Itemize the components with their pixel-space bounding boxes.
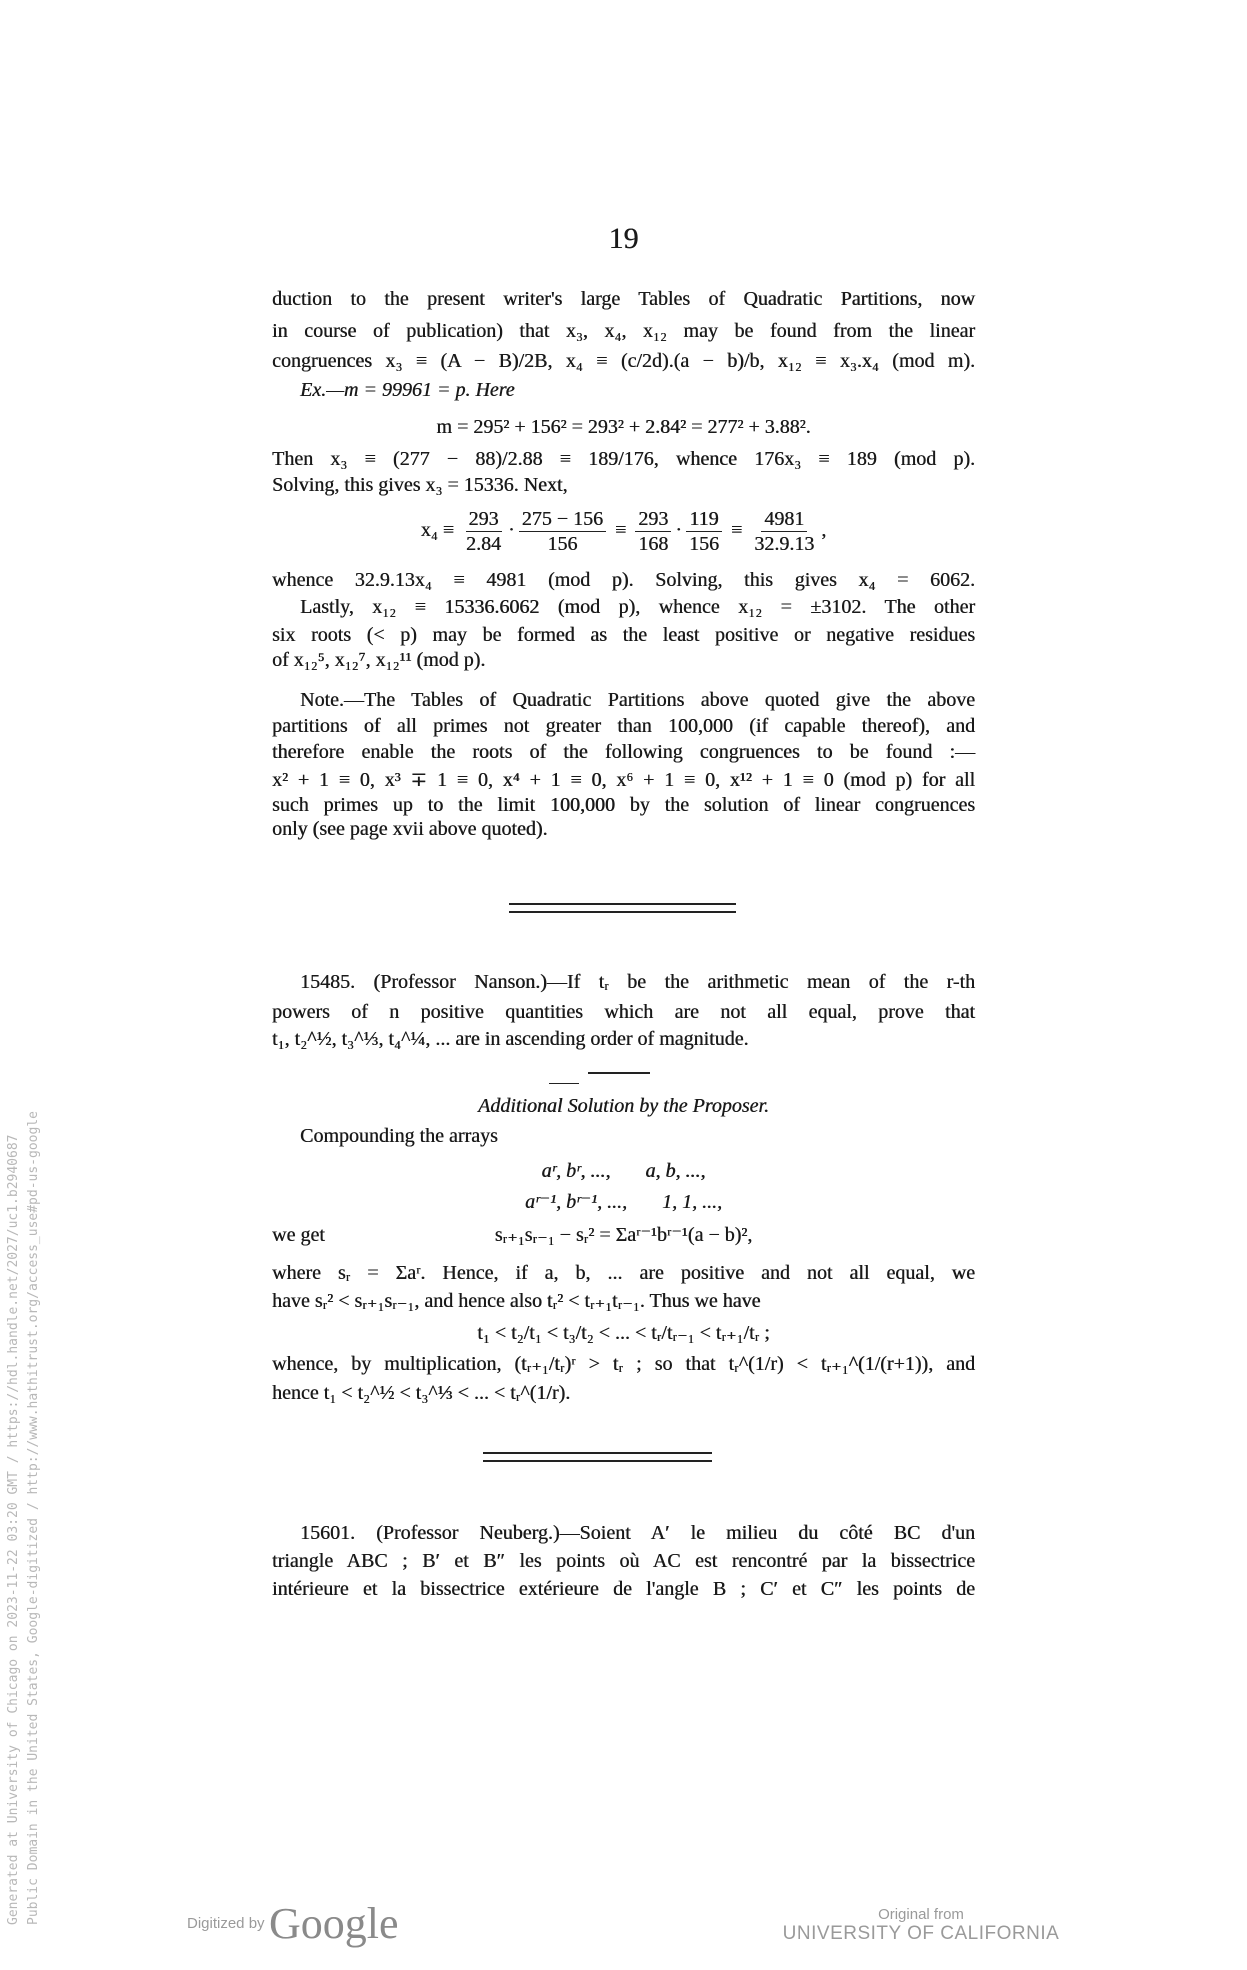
text-line: Then x₃ ≡ (277 − 88)/2.88 ≡ 189/176, whence 176x₃ ≡ 189 (mod p). <box>272 448 975 470</box>
note-line: such primes up to the limit 100,000 by the solution of linear congruences <box>272 794 975 816</box>
fraction <box>463 507 504 556</box>
institution-name: UNIVERSITY OF CALIFORNIA <box>782 1923 1060 1944</box>
short-divider <box>549 1083 579 1084</box>
section-divider <box>509 903 736 913</box>
example-line: Ex.—m = 99961 = p. Here <box>300 379 515 401</box>
text-line: have sᵣ² < sᵣ₊₁sᵣ₋₁, and hence also tᵣ² < tᵣ₊₁tᵣ₋₁. Thus we have <box>272 1290 761 1312</box>
short-divider <box>588 1072 650 1074</box>
denominator: 2.84 <box>466 532 502 555</box>
x4-equation: x₄ ≡ $\frac{293}{2.84}$ · $\frac{275 - 156}{156}$ ≡ $\frac{293}{168}$ · $\frac{119}{156}$ ≡ $\frac{4981}{32.9.13}$ , <box>420 507 827 555</box>
note-line: Note.—The Tables of Quadratic Partitions above quoted give the above <box>300 689 975 711</box>
text-line: whence 32.9.13x₄ ≡ 4981 (mod p). Solving, this gives x₄ = 6062. <box>272 569 975 591</box>
text-line: hence t₁ < t₂^½ < t₃^⅓ < ... < tᵣ^(1/r). <box>272 1382 571 1404</box>
problem-line: powers of n positive quantities which are not all equal, prove that <box>272 1001 975 1023</box>
watermark-line: Generated at University of Chicago on 2023-11-22 03:20 GMT / https://hdl.handle.net/2027/uc1.b2940687 <box>6 1134 21 1925</box>
note-line: x² + 1 ≡ 0, x³ ∓ 1 ≡ 0, x⁴ + 1 ≡ 0, x⁶ + 1 ≡ 0, x¹² + 1 ≡ 0 (mod p) for all <box>272 769 975 791</box>
numerator: 293 <box>466 507 502 532</box>
note-line: therefore enable the roots of the following congruences to be found :— <box>272 741 975 763</box>
we-get-label: we get <box>272 1224 325 1246</box>
numerator: 275 − 156 <box>519 507 606 532</box>
eq-sign: ≡ <box>614 519 627 541</box>
text-line: of x₁₂⁵, x₁₂⁷, x₁₂¹¹ (mod p). <box>272 649 486 671</box>
denominator: 168 <box>638 532 669 555</box>
text-line: whence, by multiplication, (tᵣ₊₁/tᵣ)ʳ > tᵣ ; so that tᵣ^(1/r) < tᵣ₊₁^(1/(r+1)), and <box>272 1353 975 1375</box>
text-line: in course of publication) that x₃, x₄, x₁₂ may be found from the linear <box>272 320 975 342</box>
solution-heading: Additional Solution by the Proposer. <box>478 1095 769 1117</box>
original-from <box>776 1906 1066 1945</box>
digitized-by-google <box>187 1898 399 1949</box>
eq-sign: ≡ <box>730 519 743 541</box>
text-line: Compounding the arrays <box>300 1125 498 1147</box>
watermark-line: Public Domain in the United States, Google-digitized / http://www.hathitrust.org/access_use#pd-us-google <box>26 1111 41 1925</box>
denominator: 32.9.13 <box>754 532 815 555</box>
page-number: 19 <box>608 222 639 255</box>
fraction <box>751 507 817 556</box>
problem-line: triangle ABC ; B′ et B″ les points où AC est rencontré par la bissectrice <box>272 1550 975 1572</box>
array-row: aʳ, bʳ, ..., a, b, ..., <box>541 1160 706 1182</box>
array-row: aʳ⁻¹, bʳ⁻¹, ..., 1, 1, ..., <box>525 1191 722 1213</box>
eq-lhs: x₄ ≡ <box>420 519 455 541</box>
fraction <box>686 507 722 556</box>
we-get-equation: sᵣ₊₁sᵣ₋₁ − sᵣ² = Σaʳ⁻¹bʳ⁻¹(a − b)², <box>494 1224 753 1246</box>
original-from-label: Original from <box>878 1906 964 1923</box>
numerator: 4981 <box>761 507 807 532</box>
digitized-by-label: Digitized by <box>187 1915 265 1932</box>
problem-line: intérieure et la bissectrice extérieure de l'angle B ; C′ et C″ les points de <box>272 1578 975 1600</box>
numerator: 119 <box>686 507 721 532</box>
note-line: partitions of all primes not greater than 100,000 (if capable thereof), and <box>272 715 975 737</box>
inequality-chain: t₁ < t₂/t₁ < t₃/t₂ < ... < tᵣ/tᵣ₋₁ < tᵣ₊₁/tᵣ ; <box>477 1322 770 1344</box>
note-line: only (see page xvii above quoted). <box>272 818 548 840</box>
fraction <box>519 507 606 556</box>
m-equation: m = 295² + 156² = 293² + 2.84² = 277² + 3.88². <box>436 416 811 438</box>
section-divider <box>483 1452 712 1462</box>
numerator: 293 <box>635 507 671 532</box>
denominator: 156 <box>547 532 578 555</box>
fraction <box>635 507 671 556</box>
problem-line: 15601. (Professor Neuberg.)—Soient A′ le milieu du côté BC d'un <box>300 1522 975 1544</box>
text-line: Lastly, x₁₂ ≡ 15336.6062 (mod p), whence x₁₂ = ±3102. The other <box>300 596 975 618</box>
google-logo: Google <box>269 1899 399 1948</box>
text-line: Solving, this gives x₃ = 15336. Next, <box>272 474 568 496</box>
eq-end: , <box>821 519 827 541</box>
text-line: congruences x₃ ≡ (A − B)/2B, x₄ ≡ (c/2d).(a − b)/b, x₁₂ ≡ x₃.x₄ (mod m). <box>272 350 975 372</box>
text-line: six roots (< p) may be formed as the least positive or negative residues <box>272 624 975 646</box>
problem-line: t₁, t₂^½, t₃^⅓, t₄^¼, ... are in ascending order of magnitude. <box>272 1028 749 1050</box>
text-line: duction to the present writer's large Tables of Quadratic Partitions, now <box>272 288 975 310</box>
problem-line: 15485. (Professor Nanson.)—If tᵣ be the arithmetic mean of the r-th <box>300 971 975 993</box>
text-line: where sᵣ = Σaʳ. Hence, if a, b, ... are positive and not all equal, we <box>272 1262 975 1284</box>
denominator: 156 <box>688 532 719 555</box>
